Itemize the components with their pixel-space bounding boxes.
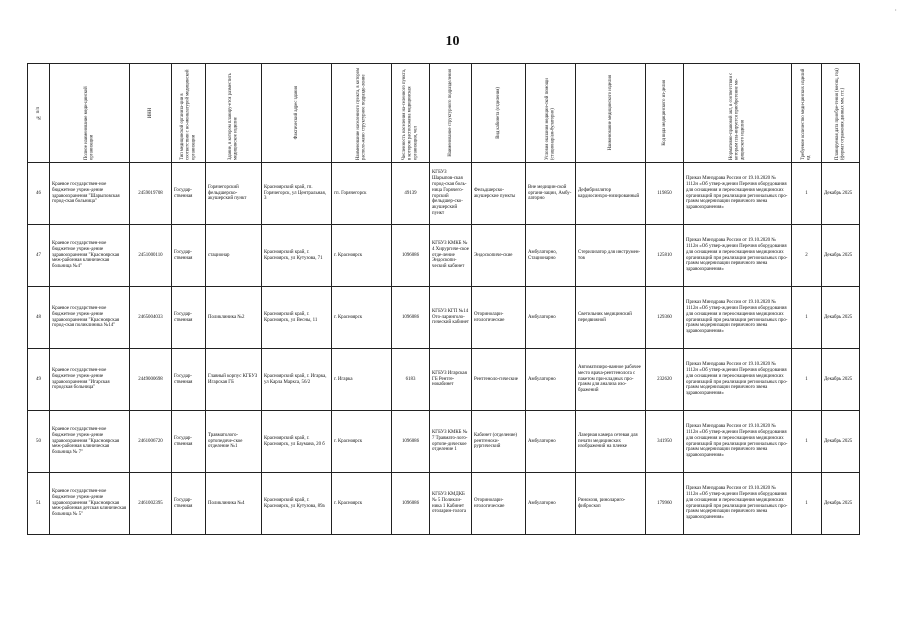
- cell-act: Приказ Минздрава России от 19.10.2020 № 1112н «Об утвер-ждении Перечня оборудования для оснащения и переоснащения медицинских организаций при реализации региональных про-грамм модернизации первичного звена здравоохранения»: [684, 287, 792, 349]
- cell-device: Ринохозя, ринолариго-фиброскоп: [576, 473, 646, 535]
- cell-address: Красноярский край, г. Красноярск, ул Кутузова, 71: [262, 225, 332, 287]
- cell-subdivision: КГБУЗ КГП №14 Ото-ларинголо-гический кабинет: [430, 287, 472, 349]
- cell-num: 47: [28, 225, 50, 287]
- cell-org: Краевое государствен-ное бюджетное учреж-дение здравоохранения "Шарыповская город-ская больница": [50, 163, 130, 225]
- cell-cabinet: Фельдшерско-акушерские пункты: [472, 163, 526, 225]
- table-row: [28, 287, 860, 349]
- header-cabinet: Вид кабинета (отделения): [472, 64, 526, 163]
- cell-inn: 2461006720: [130, 411, 172, 473]
- cell-type: Государ-ственная: [172, 349, 206, 411]
- cell-code: 179960: [646, 473, 684, 535]
- cell-act: Приказ Минздрава России от 19.10.2020 № 1112н «Об утвер-ждении Перечня оборудования для оснащения и переоснащения медицинских организаций при реализации региональных про-грамм модернизации первичного звена здравоохранения»: [684, 163, 792, 225]
- cell-device: Светильник медицинский передвижной: [576, 287, 646, 349]
- cell-subdivision: КГБУЗ КМКБ № 7 Травмато-лого-ортопе-дическое отделение 1: [430, 411, 472, 473]
- header-inn: ИНН: [130, 64, 172, 163]
- cell-num: 46: [28, 163, 50, 225]
- cell-address: Красноярский край, г. Красноярск, ул Бауманa, 20 б: [262, 411, 332, 473]
- cell-population: 1096086: [392, 225, 430, 287]
- cell-org: Краевое государствен-ное бюджетное учреж-дение здравоохранения "Красноярская город-ская поликлиника №14": [50, 287, 130, 349]
- cell-qty: 1: [792, 287, 822, 349]
- header-num: № п/п: [28, 64, 50, 163]
- header-locality: Наименование населенного пункта, в котором располо-жено структурное подразде-ление: [332, 64, 392, 163]
- header-type: Тип медицинской организа-ции в соответствии с но-менклатурой медицинской организации: [172, 64, 206, 163]
- cell-conditions: Амбулаторно: [526, 411, 576, 473]
- cell-inn: 2459019708: [130, 163, 172, 225]
- cell-cabinet: Эндоскопиче-ские: [472, 225, 526, 287]
- cell-qty: 2: [792, 225, 822, 287]
- cell-address: Красноярский край, гп. Горячегорск, ул Центральная, 3: [262, 163, 332, 225]
- cell-conditions: Вне медицин-ской органи-зации, Амбу-латорно: [526, 163, 576, 225]
- cell-qty: 1: [792, 411, 822, 473]
- cell-date: Декабрь 2025: [822, 287, 860, 349]
- cell-subdivision: КГБУЗ КМКБ № 4 Хирургиче-ское отде-ление Эндоскопи-ческий кабинет: [430, 225, 472, 287]
- cell-cabinet: Оторинолари-нгологические: [472, 287, 526, 349]
- header-act: Нормативно-правовой акт, в соответствии с которым пла-нируется приобретение ме-дицинского изделия: [684, 64, 792, 163]
- cell-org: Краевое государствен-ное бюджетное учреж-дение здравоохранения "Игарская городская больница": [50, 349, 130, 411]
- cell-conditions: Амбулаторно: [526, 349, 576, 411]
- cell-org: Краевое государствен-ное бюджетное учреж-дение здравоохранения "Красноярская меж-районная клиническая больница №4": [50, 225, 130, 287]
- cell-building: Поликлиника №4: [206, 473, 262, 535]
- cell-subdivision: КГБУЗ Шарыпов-ская город-ская боль-ница Горячего-горский фельдшер-ско-акушерский пункт: [430, 163, 472, 225]
- cell-building: Травматолого-ортопедиче-ское отделение №1: [206, 411, 262, 473]
- cell-qty: 1: [792, 473, 822, 535]
- cell-code: 232620: [646, 349, 684, 411]
- cell-locality: г. Игарка: [332, 349, 392, 411]
- cell-population: 1096086: [392, 473, 430, 535]
- cell-device: Стерилизатор для инструмен-тов: [576, 225, 646, 287]
- cell-inn: 2465004033: [130, 287, 172, 349]
- cell-act: Приказ Минздрава России от 19.10.2020 № 1112н «Об утвер-ждении Перечня оборудования для оснащения и переоснащения медицинских организаций при реализации региональных про-грамм модернизации первичного звена здравоохранения»: [684, 225, 792, 287]
- cell-act: Приказ Минздрава России от 19.10.2020 № 1112н «Об утвер-ждении Перечня оборудования для оснащения и переоснащения медицинских организаций при реализации региональных про-грамм модернизации первичного звена здравоохранения»: [684, 349, 792, 411]
- cell-address: Красноярский край, г. Красноярск, ул Весны, 11: [262, 287, 332, 349]
- cell-locality: г. Красноярск: [332, 473, 392, 535]
- cell-building: Горячегорский фельдшерско-акушерский пункт: [206, 163, 262, 225]
- cell-date: Декабрь 2025: [822, 411, 860, 473]
- cell-locality: г. Красноярск: [332, 225, 392, 287]
- cell-building: Поликлиника №2: [206, 287, 262, 349]
- cell-code: 119850: [646, 163, 684, 225]
- cell-date: Декабрь 2025: [822, 473, 860, 535]
- cell-population: 1096086: [392, 411, 430, 473]
- table-row: [28, 411, 860, 473]
- table-row: [28, 473, 860, 535]
- header-date: Планируемая дата приобре-тения (месяц, год) (формат отражения данных мм. ггг.): [822, 64, 860, 163]
- cell-type: Государ-ственная: [172, 411, 206, 473]
- cell-type: Государ-ственная: [172, 163, 206, 225]
- cell-qty: 1: [792, 349, 822, 411]
- header-qty: Требуемое количество меди-цинских изделий ед: [792, 64, 822, 163]
- cell-building: стационар: [206, 225, 262, 287]
- cell-org: Краевое государствен-ное бюджетное учреж-дение здравоохранения "Красноярская меж-районная клиническая больница № 7": [50, 411, 130, 473]
- page-number: 10: [445, 34, 460, 49]
- header-code: Код вида медицинского из-делия: [646, 64, 684, 163]
- scan-mark: ·: [894, 6, 897, 15]
- cell-locality: г. Красноярск: [332, 411, 392, 473]
- cell-num: 49: [28, 349, 50, 411]
- table-row: [28, 163, 860, 225]
- equipment-table: [27, 63, 860, 535]
- cell-act: Приказ Минздрава России от 19.10.2020 № 1112н «Об утвер-ждении Перечня оборудования для оснащения и переоснащения медицинских организаций при реализации региональных про-грамм модернизации первичного звена здравоохранения»: [684, 411, 792, 473]
- cell-num: 51: [28, 473, 50, 535]
- cell-inn: 2449000698: [130, 349, 172, 411]
- cell-subdivision: КГБУЗ Игарская ГБ Рентге-нокабинет: [430, 349, 472, 411]
- header-conditions: Условия оказания медицин-ской помощи (стационар/ам-булаторно): [526, 64, 576, 163]
- cell-code: 125810: [646, 225, 684, 287]
- cell-locality: гп. Горячегорск: [332, 163, 392, 225]
- cell-num: 50: [28, 411, 50, 473]
- cell-type: Государ-ственная: [172, 287, 206, 349]
- header-device: Наименование медицинского изделия: [576, 64, 646, 163]
- cell-date: Декабрь 2025: [822, 349, 860, 411]
- cell-act: Приказ Минздрава России от 19.10.2020 № 1112н «Об утвер-ждении Перечня оборудования для оснащения и переоснащения медицинских организаций при реализации региональных про-грамм модернизации первичного звена здравоохранения»: [684, 473, 792, 535]
- cell-address: Красноярский край, г. Игарка, ул Карла Маркса, 56/2: [262, 349, 332, 411]
- cell-device: Лазерная камера сетевая для печати медицинских изображений на пленке: [576, 411, 646, 473]
- header-row: [28, 64, 860, 163]
- cell-population: 49139: [392, 163, 430, 225]
- cell-date: Декабрь 2025: [822, 225, 860, 287]
- header-address: Фактический адрес здания: [262, 64, 332, 163]
- cell-type: Государ-ственная: [172, 225, 206, 287]
- cell-date: Декабрь 2025: [822, 163, 860, 225]
- cell-inn: 2451000110: [130, 225, 172, 287]
- table-row: [28, 349, 860, 411]
- cell-conditions: Амбулаторно: [526, 473, 576, 535]
- cell-cabinet: Рентгеноло-гические: [472, 349, 526, 411]
- header-building: Здание, в котором планиру-ется разместить медицинское изделие: [206, 64, 262, 163]
- cell-subdivision: КГБУЗ КМДКБ № 5 Поликли-ника 1 Кабинет отоларин-голога: [430, 473, 472, 535]
- cell-code: 129360: [646, 287, 684, 349]
- cell-inn: 2461002395: [130, 473, 172, 535]
- cell-cabinet: Кабинет (отделение) рентгенохи-рургический: [472, 411, 526, 473]
- cell-conditions: Амбулаторно, Стационарно: [526, 225, 576, 287]
- header-subdivision: Наименование структурного подразделения: [430, 64, 472, 163]
- cell-org: Краевое государствен-ное бюджетное учреж-дение здравоохранения "Красноярская меж-районная детская клиническая больница № 5": [50, 473, 130, 535]
- cell-address: Красноярский край, г. Красноярск, ул Кутузова, 89а: [262, 473, 332, 535]
- cell-population: 6183: [392, 349, 430, 411]
- cell-conditions: Амбулаторно: [526, 287, 576, 349]
- cell-cabinet: Оторинолари-нгологические: [472, 473, 526, 535]
- cell-locality: г. Красноярск: [332, 287, 392, 349]
- cell-qty: 1: [792, 163, 822, 225]
- cell-population: 1096086: [392, 287, 430, 349]
- cell-device: Дефибриллятор кардиосинхро-низированный: [576, 163, 646, 225]
- cell-device: Автоматизиро-ванное рабочее место врача-рентгенолога с пакетом при-кладных про-грамм для анализа изо-бражений: [576, 349, 646, 411]
- cell-num: 48: [28, 287, 50, 349]
- header-org: Полное наименование меди-цинской организации: [50, 64, 130, 163]
- cell-building: Главный корпус КГБУЗ Игарская ГБ: [206, 349, 262, 411]
- cell-type: Государ-ственная: [172, 473, 206, 535]
- cell-code: 341950: [646, 411, 684, 473]
- table-row: [28, 225, 860, 287]
- header-population: Численность населения на-селенного пункта, в котором расположена медицинская организация, чел: [392, 64, 430, 163]
